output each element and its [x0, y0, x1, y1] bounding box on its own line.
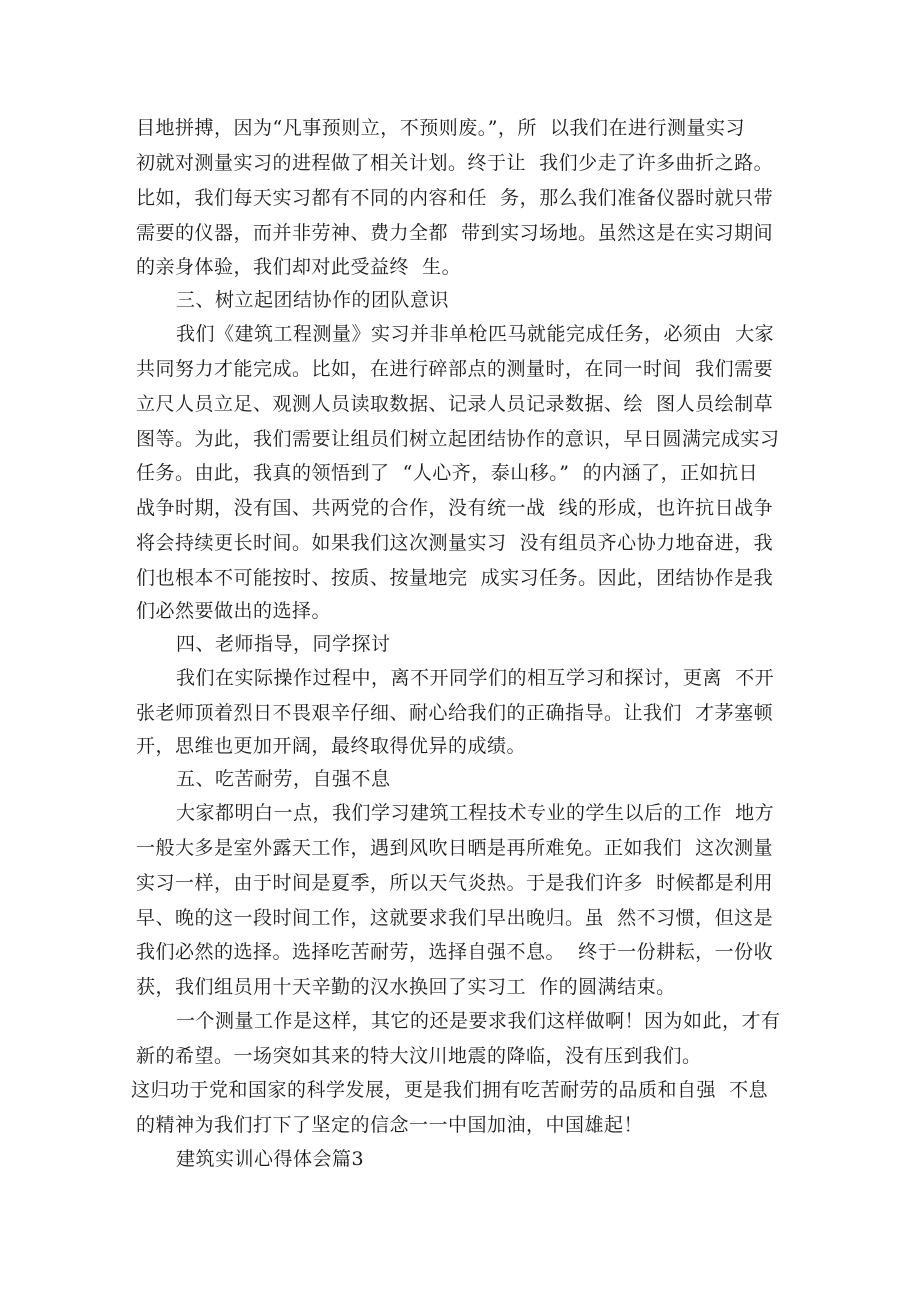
paragraph-line: 实习一样，由于时间是夏季，所以天气炎热。于是我们许多 时候都是利用 — [136, 872, 774, 894]
paragraph-line: 目地拼搏，因为“凡事预则立，不预则废。”，所 以我们在进行测量实习 — [136, 117, 746, 139]
paragraph-line: 早、晚的这一段时间工作，这就要求我们早出晚归。虽 然不习惯，但这是 — [136, 907, 774, 929]
paragraph-line: 图等。为此，我们需要让组员们树立起团结协作的意识，早日圆满完成实习 — [136, 428, 780, 450]
paragraph-line: 这归功于党和国家的科学发展，更是我们拥有吃苦耐劳的品质和自强 不息 — [131, 1079, 769, 1101]
paragraph-line: 我们在实际操作过程中，离不开同学们的相互学习和探讨，更离 不开 — [176, 667, 775, 689]
paragraph-line: 我们必然的选择。选择吃苦耐劳，选择自强不息。 终于一份耕耘，一份收 — [136, 941, 774, 963]
section-heading: 三、树立起团结协作的团队意识 — [176, 289, 450, 311]
paragraph-line: 获，我们组员用十天辛勤的汉水换回了实习工 作的圆满结束。 — [136, 976, 676, 998]
paragraph-line: 新的希望。一场突如其来的特大汶川地震的降临，没有压到我们。 — [136, 1045, 702, 1067]
paragraph-line: 张老师顶着烈日不畏艰辛仔细、耐心给我们的正确指导。让我们 才茅塞顿 — [136, 702, 774, 724]
paragraph-line: 比如，我们每天实习都有不同的内容和任 务，那么我们准备仪器时就只带 — [136, 187, 774, 209]
paragraph-line: 开，思维也更加开阔，最终取得优异的成绩。 — [136, 735, 527, 757]
paragraph-line: 共同努力才能完成。比如，在进行碎部点的测量时，在同一时间 我们需要 — [136, 358, 774, 380]
paragraph-line: 我们《建筑工程测量》实习并非单枪匹马就能完成任务，必须由 大家 — [176, 323, 775, 345]
paragraph-line: 的亲身体验，我们却对此受益终 生。 — [136, 256, 462, 278]
paragraph-line: 战争时期，没有国、共两党的合作，没有统一战 线的形成，也许抗日战争 — [136, 497, 774, 519]
paragraph-line: 将会持续更长时间。如果我们这次测量实习 没有组员齐心协力地奋进，我 — [136, 532, 774, 554]
section-heading: 四、老师指导，同学探讨 — [176, 633, 391, 655]
paragraph-line: 需要的仪器，而并非劳神、费力全都 带到实习场地。虽然这是在实习期间 — [136, 222, 774, 244]
paragraph-line: 大家都明白一点，我们学习建筑工程技术专业的学生以后的工作 地方 — [176, 802, 775, 824]
paragraph-line: 一般大多是室外露天工作，遇到风吹日晒是再所难免。正如我们 这次测量 — [136, 837, 774, 859]
paragraph-line: 们也根本不可能按时、按质、按量地完 成实习任务。因此，团结协作是我 — [136, 567, 774, 589]
paragraph-line: 立尺人员立足、观测人员读取数据、记录人员记录数据、绘 图人员绘制草 — [136, 393, 774, 415]
section-heading: 五、吃苦耐劳，自强不息 — [176, 768, 391, 790]
paragraph-line: 任务。由此，我真的领悟到了 “人心齐，泰山移。” 的内涵了，正如抗日 — [136, 462, 759, 484]
paragraph-line: 初就对测量实习的进程做了相关计划。终于让 我们少走了许多曲折之路。 — [136, 152, 774, 174]
paragraph-line: 的精神为我们打下了坚定的信念一一中国加油，中国雄起！ — [136, 1114, 644, 1136]
paragraph-line: 们必然要做出的选择。 — [136, 600, 332, 622]
section-title: 建筑实训心得体会篇3 — [176, 1148, 365, 1170]
paragraph-line: 一个测量工作是这样，其它的还是要求我们这样做啊！因为如此，才有 — [176, 1010, 781, 1032]
